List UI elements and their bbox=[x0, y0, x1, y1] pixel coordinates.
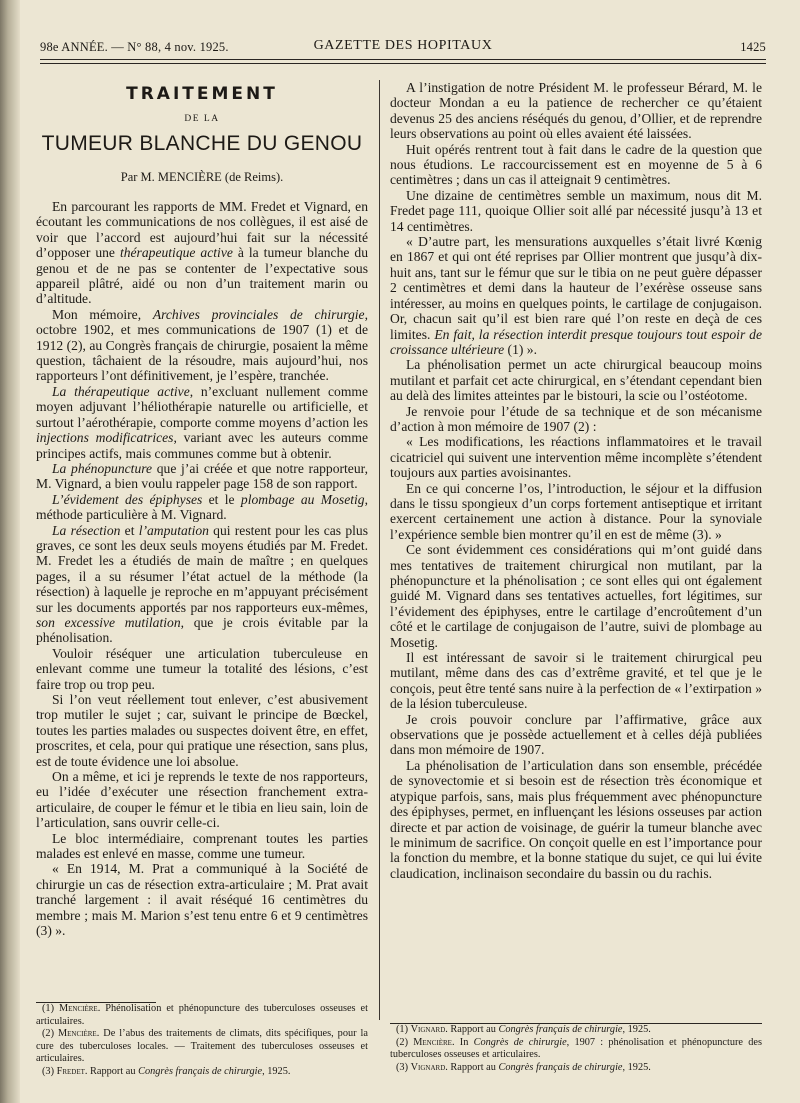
body-paragraph: Je crois pouvoir conclure par l’affirmative, grâce aux observations que je possède actuellement et à celles déjà publiées dans mon mémoire de 1907. bbox=[390, 711, 762, 758]
header-rule bbox=[40, 59, 766, 60]
body-paragraph: « Les modifications, les réactions inflammatoires et le travail cicatriciel qui suivent une intervention même incomplète s’étendent toujours aux parties avoisinantes. bbox=[390, 434, 762, 481]
left-footnote-list bbox=[36, 1003, 368, 1078]
body-paragraph: En ce qui concerne l’os, l’introduction, le séjour et la diffusion dans le tissu spongieux d’un corps fortement antiseptique et irritant exercent certainement une action à distance. Pour la synoviale l’expérience semble bien montrer qu’il en est de même (3). » bbox=[390, 480, 762, 542]
right-column bbox=[390, 80, 762, 881]
article-title-de-la: DE LA bbox=[184, 114, 220, 124]
body-paragraph: L’évidement des épiphyses et le plombage au Mosetig, méthode particulière à M. Vignard. bbox=[36, 491, 368, 523]
article-title-main: TUMEUR BLANCHE DU GENOU bbox=[41, 132, 363, 155]
body-paragraph: Mon mémoire, Archives provinciales de chirurgie, octobre 1902, et mes communications de 1907 (1) et de 1912 (2), au Congrès français de chirurgie, posaient la même question, tâchaient de la résoudre, mais aujourd’hui, nos rapporteurs l’ont définitivement, je l’espère, tranchée. bbox=[36, 306, 368, 384]
body-paragraph: Il est intéressant de savoir si le traitement chirurgical peu mutilant, même dans des cas d’extrême gravité, et tel que je le conçois, peut être tenté sans nuire à la perfection de « l’extirpation » de la lésion tuberculeuse. bbox=[390, 650, 762, 712]
journal-title: GAZETTE DES HOPITAUX bbox=[313, 38, 493, 53]
page-header bbox=[40, 38, 766, 58]
body-paragraph: La phénopuncture que j’ai créée et que notre rapporteur, M. Vignard, a bien voulu rappeler page 158 de son rapport. bbox=[36, 460, 369, 492]
left-footnotes bbox=[36, 1002, 368, 1078]
right-footnote-list bbox=[390, 1024, 762, 1074]
body-paragraph: En parcourant les rapports de MM. Fredet et Vignard, en écoutant les communications de nos collègues, il est aisé de voir que l’accord est aujourd’hui fait sur la nécessité d’opposer une thérapeutique active à la tumeur blanche du genou et de ne pas se contenter de l’expectative sous appareil plâtré, aidé ou non d’un traitement marin ou d’altitude. bbox=[36, 199, 368, 307]
body-paragraph: Je renvoie pour l’étude de sa technique et de son mécanisme d’action à mon mémoire de 1907 (2) : bbox=[390, 403, 762, 434]
body-paragraph: Vouloir réséquer une articulation tuberculeuse en enlevant comme une tumeur la totalité des lésions, c’est faire trop ou trop peu. bbox=[36, 645, 368, 692]
footnote: (3) Fredet. Rapport au Congrès français de chirurgie, 1925. bbox=[42, 1065, 291, 1077]
body-paragraph: Si l’on veut réellement tout enlever, c’est abusivement trop mutiler le sujet ; car, suivant le principe de Bœckel, toutes les parties malades ou suspectes doivent être, en effet, proscrites, et cela, pour qui pratique une résection, sans plus, est de toute évidence une loi absolue. bbox=[36, 692, 368, 769]
left-body-text bbox=[36, 199, 368, 939]
body-paragraph: « D’autre part, les mensurations auxquelles s’était livré Kœnig en 1867 et qui ont été reprises par Ollier montrent que jusqu’à dix-huit ans, tant sur le fémur que sur le tibia on ne peut guère dépasser 2 centimètres et demi dans la hauteur de l’exérèse osseuse sans intéresser, au moins en quelques points, le cartilage de conjugaison. Or, chacun sait qu’il est bien rare qué l’on reste en deçà de ces limites. En fait, la résection interdit presque toujours tout espoir de croissance ultérieure (1) ». bbox=[390, 234, 762, 357]
body-paragraph: Huit opérés rentrent tout à fait dans le cadre de la question que nous étudions. Le raccourcissement est en moyenne de 5 à 6 centimètres ; dans un cas il atteignait 9 centimètres. bbox=[390, 141, 762, 188]
body-paragraph: La thérapeutique active, n’excluant nullement comme moyen adjuvant l’héliothérapie naturelle ou artificielle, et surtout l’aérothérapie, comporte comme moyens d’action les injections modificatrices, variant avec les auteurs comme principes actifs, mais communes comme but à obtenir. bbox=[36, 383, 368, 461]
footnote: (2) Mencière. In Congrès de chirurgie, 1907 : phénolisation et phénopuncture des tuberculoses osseuses et articulaires. bbox=[390, 1036, 762, 1060]
article-byline: Par M. MENCIÈRE (de Reims). bbox=[120, 170, 284, 184]
body-paragraph: Une dizaine de centimètres semble un maximum, nous dit M. Fredet page 111, quoique Ollier soit allé par nécessité jusqu’à 13 et 14 centimètres. bbox=[390, 187, 762, 234]
header-rule-thin bbox=[40, 63, 766, 64]
right-footnotes bbox=[390, 1023, 762, 1074]
body-paragraph: Ce sont évidemment ces considérations qui m’ont guidé dans mes tentatives de traitement chirurgical non mutilant, par la phénopuncture et la phénolisation ; ce sont elles qui ont également guidé M. Vignard dans ses tentatives actuelles, fort légitimes, sur l’évidement des épiphyses, entre le cartilage d’encroûtement d’un côté et le cartilage de conjugaison de l’autre, suivi de plombage au Mosetig. bbox=[390, 542, 762, 650]
article-title-traitement: TRAITEMENT bbox=[126, 84, 278, 104]
footnote: (1) Mencière. Phénolisation et phénopuncture des tuberculoses osseuses et articulaires. bbox=[36, 1003, 368, 1027]
body-paragraph: La résection et l’amputation qui restent pour les cas plus graves, ce sont les deux seuls moyens étudiés par M. Fredet. M. Fredet les a étudiés de main de maître ; en quelques pages, il a su résumer l’état actuel de la méthode (la résection) à laquelle je reproche en m’appuyant précisément sur les documents apportés par nos rapporteurs eux-mêmes, son excessive mutilation, que je crois évitable par la phénolisation. bbox=[36, 522, 368, 646]
body-paragraph: Le bloc intermédiaire, comprenant toutes les parties malades est enlevé en masse, comme une tumeur. bbox=[36, 830, 368, 862]
issue-info: 98e ANNÉE. — N° 88, 4 nov. 1925. bbox=[40, 40, 229, 54]
footnote: (2) Mencière. De l’abus des traitements de climats, dits spécifiques, pour la cure des tuberculoses locales. — Traitement des tuberculoses osseuses et articulaires. bbox=[36, 1028, 368, 1064]
page-binding-edge bbox=[0, 0, 20, 1103]
body-paragraph: La phénolisation de l’articulation dans son ensemble, précédée de synovectomie et si besoin est de résection très économique et atypique parfois, sans, mais plus fréquemment avec phénopuncture des épiphyses, permet, en influençant les lésions osseuses par action directe et par action de voisinage, de guérir la tumeur blanche avec le minimum de sacrifice. On conçoit quelle en est l’importance pour la fonction du membre, et la bonne statique du sujet, ce qui lui évite claudication, inclinaison secondaire du bassin ou du rachis. bbox=[390, 757, 762, 881]
footnote: (3) Vignard. Rapport au Congrès français de chirurgie, 1925. bbox=[396, 1061, 651, 1073]
right-body-text bbox=[390, 80, 762, 881]
left-column bbox=[36, 80, 368, 939]
body-paragraph: A l’instigation de notre Président M. le professeur Bérard, M. le docteur Mondan a eu la patience de rechercher ce qu’étaient devenus 25 des anciens réséqués du genou, d’Ollier, et de reprendre leurs observations au point où elles avaient été laissées. bbox=[390, 80, 762, 142]
body-paragraph: La phénolisation permet un acte chirurgical beaucoup moins mutilant et parfait cet acte chirurgical, en s’étendant cependant bien au delà des limites atteintes par le bistouri, la scie ou l’ostéotome. bbox=[390, 357, 762, 404]
page-number: 1425 bbox=[740, 40, 766, 54]
footnote: (1) Vignard. Rapport au Congrès français de chirurgie, 1925. bbox=[396, 1024, 651, 1035]
body-paragraph: « En 1914, M. Prat a communiqué à la Société de chirurgie un cas de résection extra-articulaire ; M. Prat avait tranché largement : il avait réséqué 16 centimètres du membre ; mais M. Marion s’est tenu entre 6 et 9 centimètres (3) ». bbox=[36, 861, 368, 939]
body-paragraph: On a même, et ici je reprends le texte de nos rapporteurs, eu l’idée d’exécuter une résection franchement extra-articulaire, de couper le fémur et le tibia en lieu sain, loin de l’articulation, sans ouvrir celle-ci. bbox=[36, 769, 368, 831]
column-divider bbox=[379, 80, 380, 1020]
